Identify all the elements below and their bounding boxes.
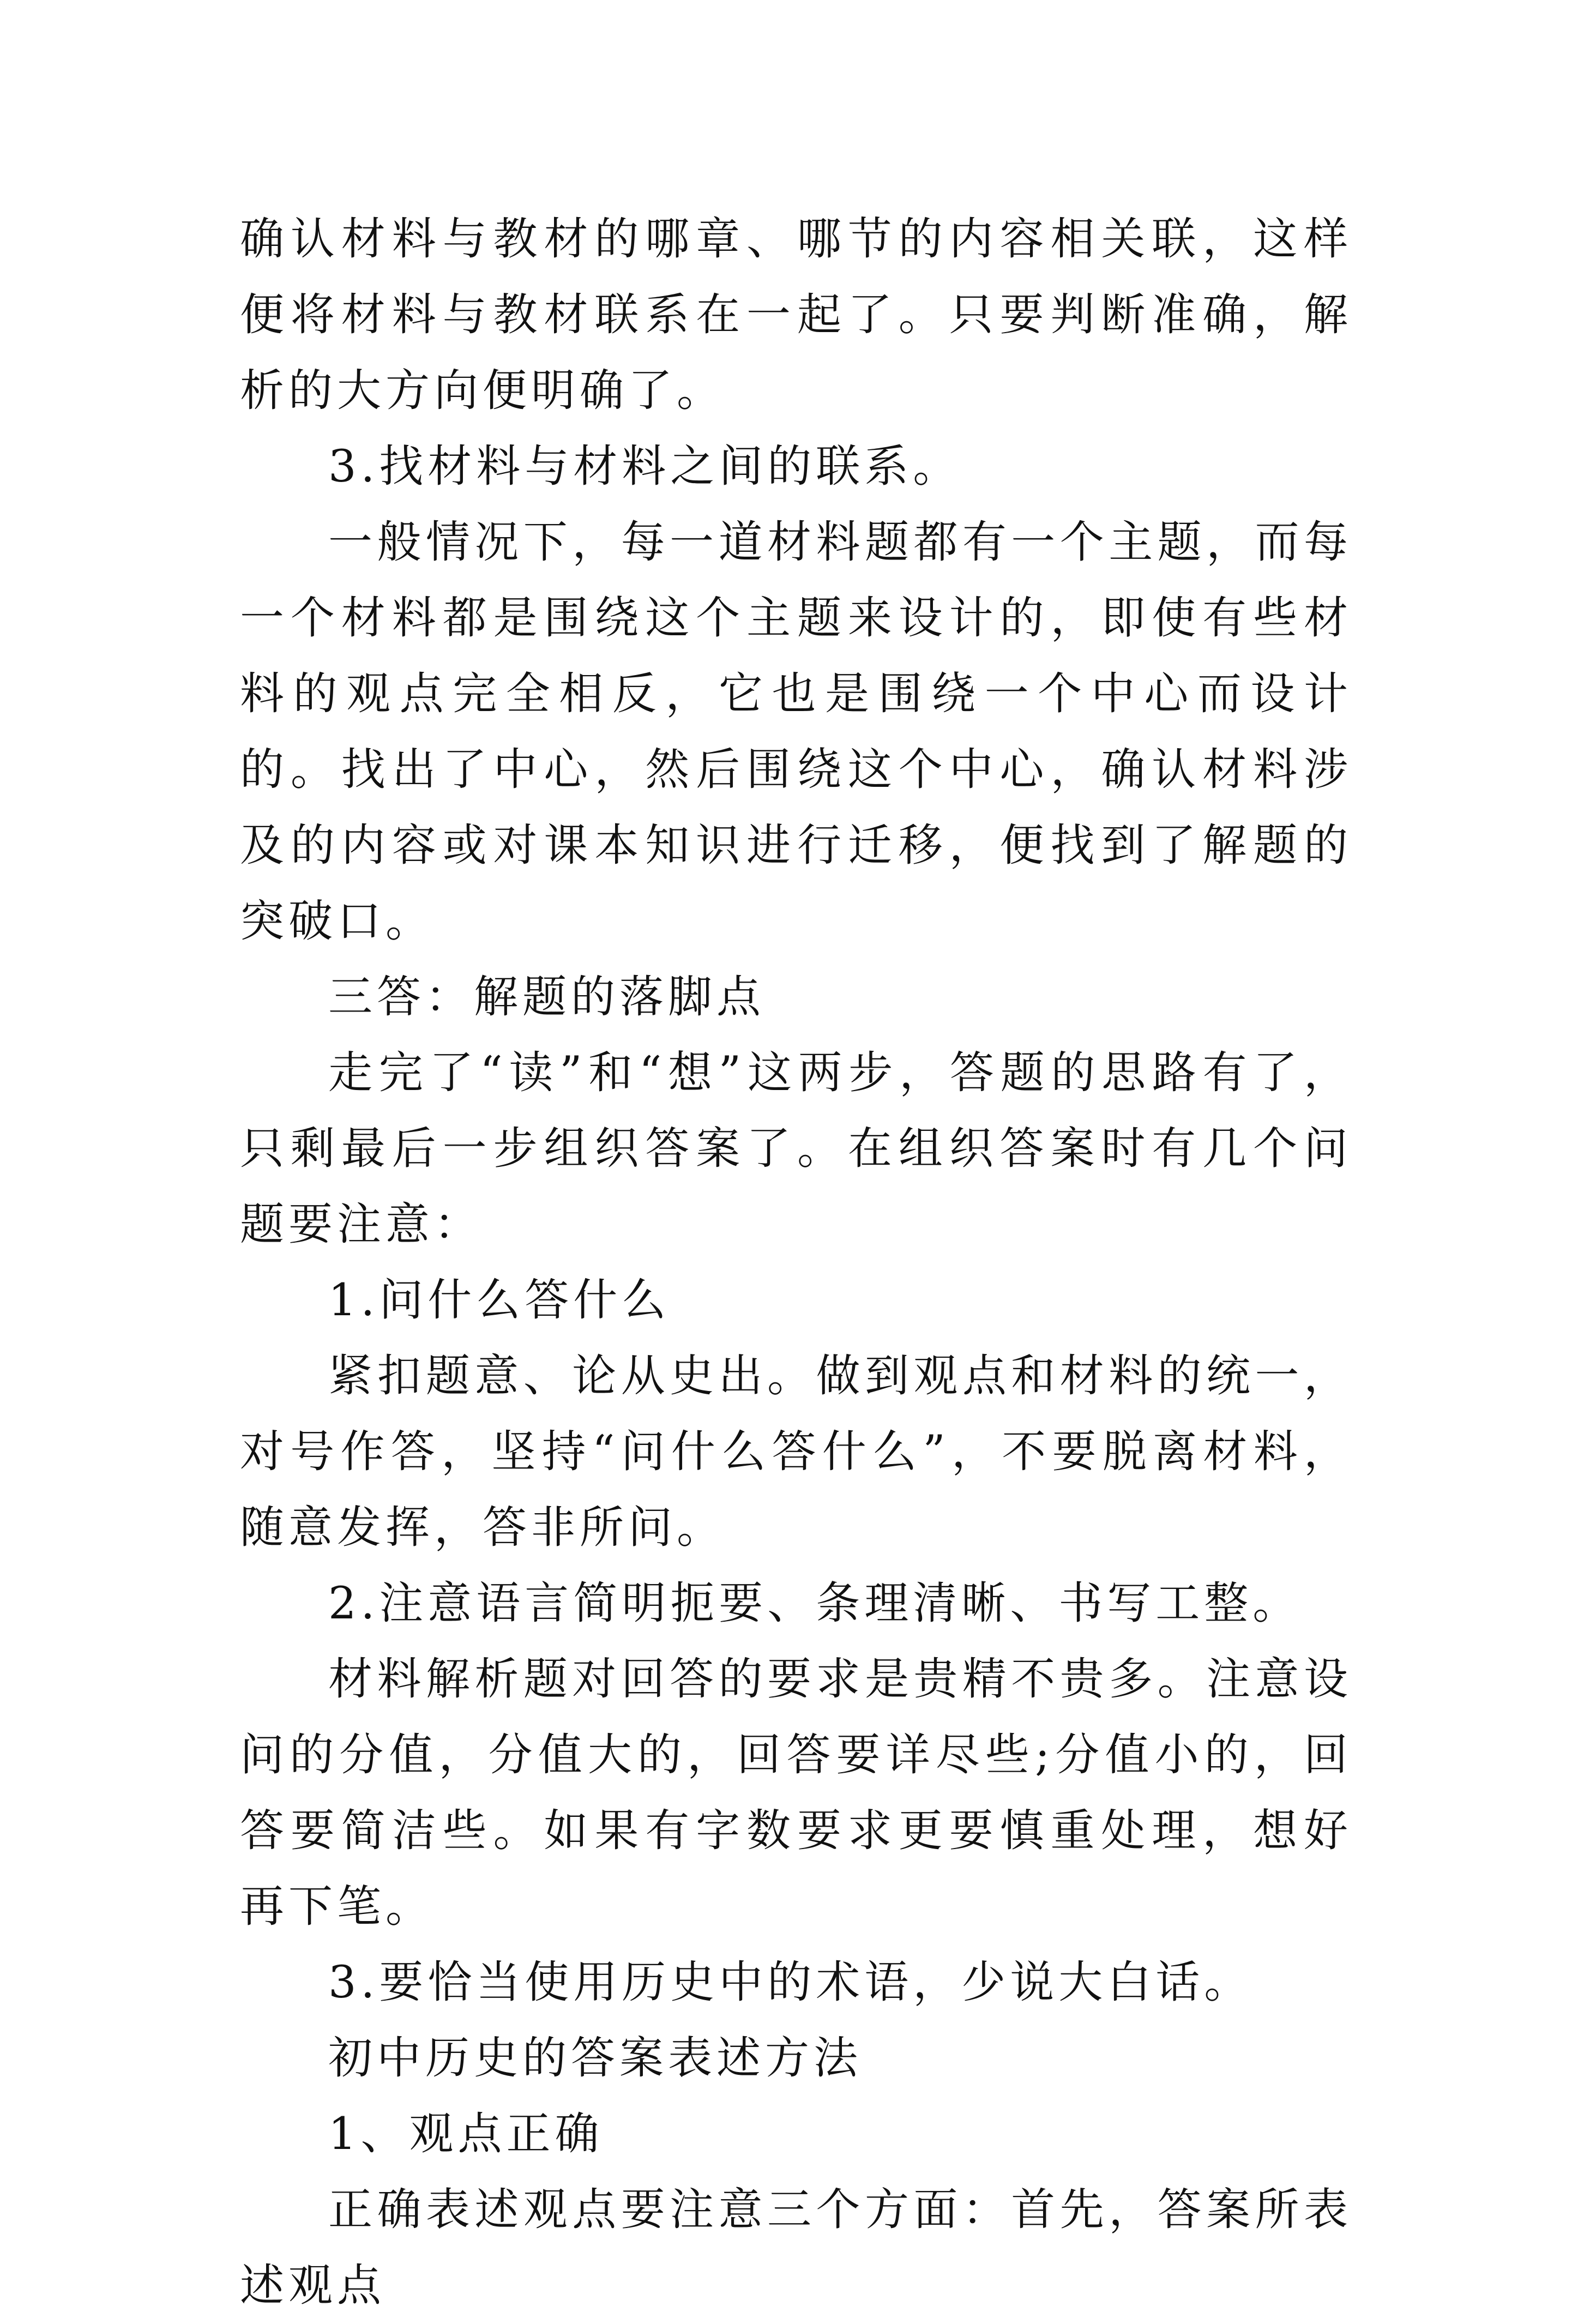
paragraph: 正确表述观点要注意三个方面：首先，答案所表述观点 bbox=[240, 2184, 1352, 2311]
list-item-heading: 1、观点正确 bbox=[328, 2109, 604, 2160]
paragraph: 紧扣题意、论从史出。做到观点和材料的统一，对号作答，坚持“问什么答什么”，不要脱离材料，随意发挥，答非所问。 bbox=[240, 1351, 1352, 1554]
paragraph: 3.找材料与材料之间的联系。 bbox=[328, 441, 962, 492]
list-item-heading: 3.要恰当使用历史中的术语，少说大白话。 bbox=[328, 1957, 1253, 2008]
paragraph: 走完了“读”和“想”这两步，答题的思路有了，只剩最后一步组织答案了。在组织答案时有几个问题要注意： bbox=[240, 1047, 1352, 1250]
list-item-heading: 2.注意语言简明扼要、条理清晰、书写工整。 bbox=[328, 1578, 1302, 1629]
section-heading: 三答：解题的落脚点 bbox=[328, 972, 766, 1023]
document-body bbox=[240, 202, 1352, 2324]
paragraph: 材料解析题对回答的要求是贵精不贵多。注意设问的分值，分值大的，回答要详尽些;分值小的，回答要简洁些。如果有字数要求更要慎重处理，想好再下笔。 bbox=[240, 1654, 1352, 1932]
section-heading: 初中历史的答案表述方法 bbox=[328, 2033, 863, 2084]
paragraph: 确认材料与教材的哪章、哪节的内容相关联，这样便将材料与教材联系在一起了。只要判断准确，解析的大方向便明确了。 bbox=[240, 214, 1352, 417]
paragraph: 一般情况下，每一道材料题都有一个主题，而每一个材料都是围绕这个主题来设计的，即使有些材料的观点完全相反，它也是围绕一个中心而设计的。找出了中心，然后围绕这个中心，确认材料涉及的内容或对课本知识进行迁移，便找到了解题的突破口。 bbox=[240, 517, 1352, 947]
list-item-heading: 1.问什么答什么 bbox=[328, 1275, 671, 1326]
